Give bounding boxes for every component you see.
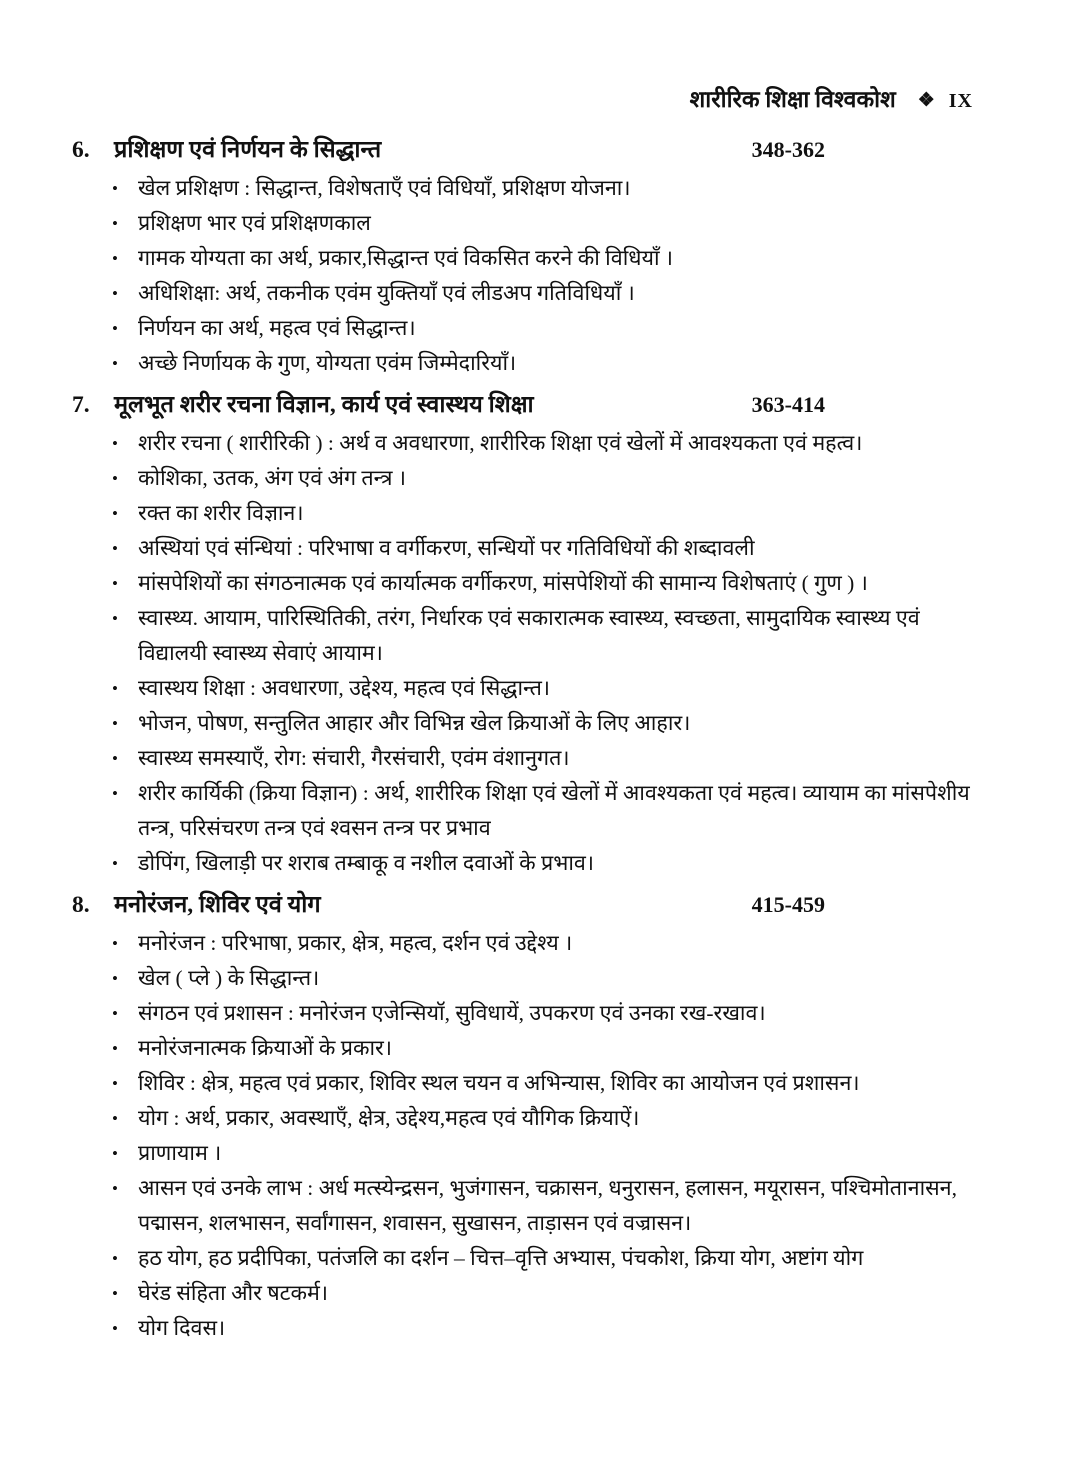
bullet-icon: • xyxy=(112,714,118,733)
toc-section xyxy=(72,887,985,1346)
section-page-range: 348-362 xyxy=(751,137,825,162)
toc-item-text: मनोरंजन : परिभाषा, प्रकार, क्षेत्र, महत्व, दर्शन एवं उद्देश्य । xyxy=(138,931,573,955)
bullet-icon: • xyxy=(112,434,118,453)
running-head xyxy=(72,82,985,114)
toc-item-text: शरीर रचना ( शारीरिकी ) : अर्थ व अवधारणा, शारीरिक शिक्षा एवं खेलों में आवश्यकता एवं महत्व। xyxy=(138,431,863,455)
toc-item-text: हठ योग, हठ प्रदीपिका, पतंजलि का दर्शन – चित्त–वृत्ति अभ्यास, पंचकोश, क्रिया योग, अष्टांग योग xyxy=(138,1246,864,1270)
toc-item-text: आसन एवं उनके लाभ : अर्ध मत्स्येन्द्रसन, भुजंगासन, चक्रासन, धनुरासन, हलासन, मयूरासन, पश्चिमोतानासन, पद्मासन, शलभासन, सर्वांगासन, शवासन, सुखासन, ताड़ासन एवं वज्रासन। xyxy=(138,1176,957,1235)
toc-item xyxy=(72,601,985,671)
toc-item xyxy=(72,311,985,346)
book-title: शारीरिक शिक्षा विश्वकोश xyxy=(689,87,896,112)
toc-item-text: शरीर कार्यिकी (क्रिया विज्ञान) : अर्थ, शारीरिक शिक्षा एवं खेलों में आवश्यकता एवं महत्व। व्यायाम का मांसपेशीय तन्त्र, परिसंचरण तन्त्र एवं श्वसन तन्त्र पर प्रभाव xyxy=(138,781,970,840)
toc-item xyxy=(72,426,985,461)
bullet-icon: • xyxy=(112,969,118,988)
section-title: मूलभूत शरीर रचना विज्ञान, कार्य एवं स्वास्थय शिक्षा xyxy=(114,392,534,418)
toc-item-text: घेरंड संहिता और षटकर्म। xyxy=(138,1281,329,1305)
toc-item xyxy=(72,276,985,311)
section-heading xyxy=(72,387,985,423)
bullet-icon: • xyxy=(112,1004,118,1023)
section-title: मनोरंजन, शिविर एवं योग xyxy=(114,892,321,918)
toc-item xyxy=(72,706,985,741)
toc-item xyxy=(72,1136,985,1171)
bullet-icon: • xyxy=(112,934,118,953)
bullet-icon: • xyxy=(112,504,118,523)
section-heading xyxy=(72,887,985,923)
bullet-icon: • xyxy=(112,319,118,338)
toc-item-text: खेल ( प्ले ) के सिद्धान्त। xyxy=(138,966,320,990)
bullet-icon: • xyxy=(112,749,118,768)
section-page-range: 415-459 xyxy=(751,892,825,917)
toc-item xyxy=(72,1031,985,1066)
toc-item xyxy=(72,1276,985,1311)
bullet-icon: • xyxy=(112,284,118,303)
toc-item-text: शिविर : क्षेत्र, महत्व एवं प्रकार, शिविर स्थल चयन व अभिन्यास, शिविर का आयोजन एवं प्रशासन। xyxy=(138,1071,860,1095)
toc-item xyxy=(72,461,985,496)
diamond-icon: ❖ xyxy=(917,90,935,111)
section-items xyxy=(72,171,985,381)
bullet-icon: • xyxy=(112,679,118,698)
toc-item xyxy=(72,926,985,961)
toc-item xyxy=(72,1241,985,1276)
toc-item-text: योग : अर्थ, प्रकार, अवस्थाएँ, क्षेत्र, उद्देश्य,महत्व एवं यौगिक क्रियाऐं। xyxy=(138,1106,640,1130)
toc-section xyxy=(72,387,985,881)
toc-item xyxy=(72,741,985,776)
toc-item xyxy=(72,1066,985,1101)
toc-item-text: मनोरंजनात्मक क्रियाओं के प्रकार। xyxy=(138,1036,393,1060)
toc-item xyxy=(72,1171,985,1241)
bullet-icon: • xyxy=(112,1319,118,1338)
bullet-icon: • xyxy=(112,249,118,268)
toc-item-text: खेल प्रशिक्षण : सिद्धान्त, विशेषताएँ एवं विधियाँ, प्रशिक्षण योजना। xyxy=(138,176,631,200)
toc-item xyxy=(72,1101,985,1136)
toc-item-text: गामक योग्यता का अर्थ, प्रकार,सिद्धान्त एवं विकसित करने की विधियाँ । xyxy=(138,246,674,270)
toc-item-text: स्वास्थ्य. आयाम, पारिस्थितिकी, तरंग, निर्धारक एवं सकारात्मक स्वास्थ्य, स्वच्छता, सामुदायिक स्वास्थ्य एवं विद्यालयी स्वास्थ्य सेवाएं आयाम। xyxy=(138,606,920,665)
toc-item-text: मांसपेशियों का संगठनात्मक एवं कार्यात्मक वर्गीकरण, मांसपेशियों की सामान्य विशेषताएं ( गुण ) । xyxy=(138,571,868,595)
bullet-icon: • xyxy=(112,214,118,233)
bullet-icon: • xyxy=(112,1074,118,1093)
bullet-icon: • xyxy=(112,1039,118,1058)
toc-item xyxy=(72,961,985,996)
section-title: प्रशिक्षण एवं निर्णयन के सिद्धान्त xyxy=(114,137,382,163)
bullet-icon: • xyxy=(112,609,118,628)
toc-item-text: अस्थियां एवं संन्धियां : परिभाषा व वर्गीकरण, सन्धियों पर गतिविधियों की शब्दावली xyxy=(138,536,755,560)
toc-item xyxy=(72,346,985,381)
toc-item xyxy=(72,671,985,706)
toc-item-text: कोशिका, उतक, अंग एवं अंग तन्त्र । xyxy=(138,466,407,490)
bullet-icon: • xyxy=(112,1179,118,1198)
toc-item-text: योग दिवस। xyxy=(138,1316,226,1340)
section-number: 6. xyxy=(72,137,90,163)
bullet-icon: • xyxy=(112,574,118,593)
toc-item-text: प्रशिक्षण भार एवं प्रशिक्षणकाल xyxy=(138,211,371,235)
toc-item-text: संगठन एवं प्रशासन : मनोरंजन एजेन्सियॉ, सुविधायें, उपकरण एवं उनका रख-रखाव। xyxy=(138,1001,766,1025)
toc-item-text: डोपिंग, खिलाड़ी पर शराब तम्बाकू व नशील दवाओं के प्रभाव। xyxy=(138,851,595,875)
toc-item xyxy=(72,171,985,206)
bullet-icon: • xyxy=(112,179,118,198)
toc-item xyxy=(72,206,985,241)
section-heading xyxy=(72,132,985,168)
toc-section xyxy=(72,132,985,381)
bullet-icon: • xyxy=(112,354,118,373)
toc-item xyxy=(72,1311,985,1346)
toc-item-text: रक्त का शरीर विज्ञान। xyxy=(138,501,304,525)
bullet-icon: • xyxy=(112,539,118,558)
toc-item-text: स्वास्थय शिक्षा : अवधारणा, उद्देश्य, महत्व एवं सिद्धान्त। xyxy=(138,676,551,700)
toc-item-text: स्वास्थ्य समस्याएँ, रोग: संचारी, गैरसंचारी, एवंम वंशानुगत। xyxy=(138,746,570,770)
bullet-icon: • xyxy=(112,1249,118,1268)
toc-item xyxy=(72,531,985,566)
bullet-icon: • xyxy=(112,1109,118,1128)
bullet-icon: • xyxy=(112,1144,118,1163)
section-page-range: 363-414 xyxy=(751,392,825,417)
bullet-icon: • xyxy=(112,854,118,873)
toc-item-text: अधिशिक्षा: अर्थ, तकनीक एवंम युक्तियाँ एवं लीडअप गतिविधियाँ । xyxy=(138,281,635,305)
toc-item-text: प्राणायाम । xyxy=(138,1141,222,1165)
section-number: 7. xyxy=(72,392,90,418)
toc-item-text: अच्छे निर्णायक के गुण, योग्यता एवंम जिम्मेदारियाँ। xyxy=(138,351,517,375)
bullet-icon: • xyxy=(112,1284,118,1303)
toc-item xyxy=(72,496,985,531)
toc-item-text: निर्णयन का अर्थ, महत्व एवं सिद्धान्त। xyxy=(138,316,416,340)
toc-item xyxy=(72,776,985,846)
toc-item-text: भोजन, पोषण, सन्तुलित आहार और विभिन्न खेल क्रियाओं के लिए आहार। xyxy=(138,711,691,735)
toc-item xyxy=(72,566,985,601)
section-number: 8. xyxy=(72,892,90,918)
toc-item xyxy=(72,241,985,276)
bullet-icon: • xyxy=(112,784,118,803)
toc-item xyxy=(72,846,985,881)
toc-item xyxy=(72,996,985,1031)
bullet-icon: • xyxy=(112,469,118,488)
section-items xyxy=(72,926,985,1346)
page-number: IX xyxy=(948,90,973,112)
section-items xyxy=(72,426,985,881)
